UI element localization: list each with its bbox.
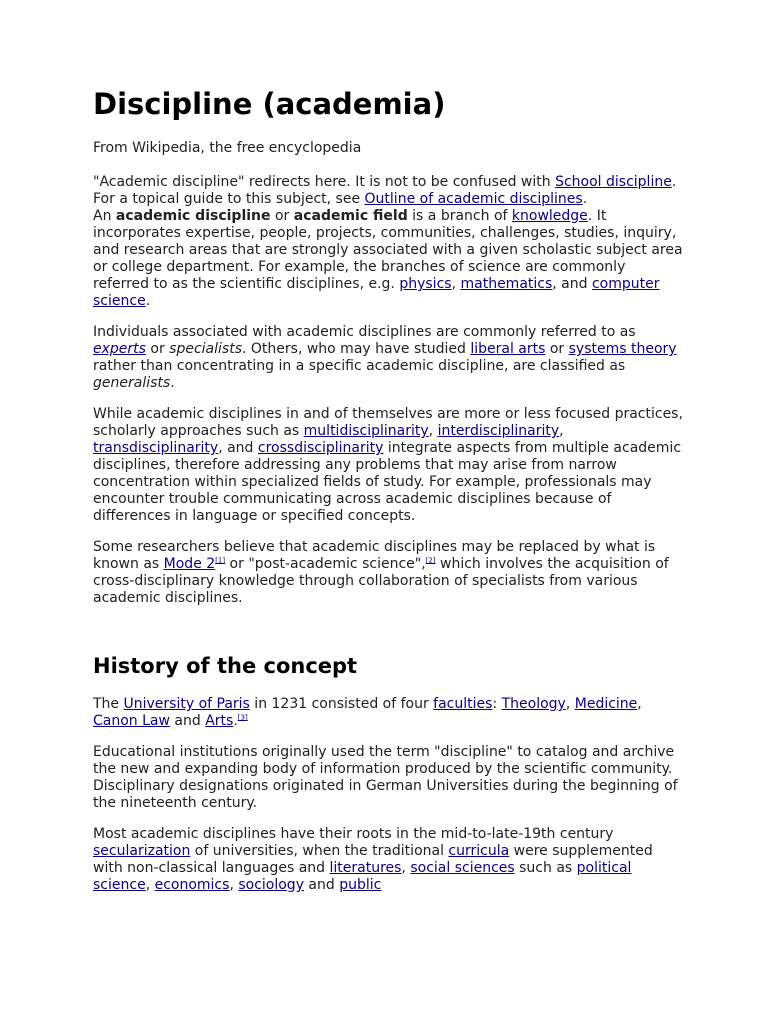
link-arts[interactable]: Arts xyxy=(205,713,234,729)
link-mode-2[interactable]: Mode 2 xyxy=(163,556,216,572)
link-secularization[interactable]: secularization xyxy=(93,843,191,859)
citation-3[interactable]: [3] xyxy=(237,713,248,722)
link-literatures[interactable]: literatures xyxy=(329,860,402,876)
section-heading-history: History of the concept xyxy=(93,654,358,678)
link-knowledge[interactable]: knowledge xyxy=(511,208,588,224)
link-computer-science[interactable]: computer science xyxy=(93,276,660,309)
link-curricula[interactable]: curricula xyxy=(448,843,510,859)
link-political-science[interactable]: political science xyxy=(93,860,632,893)
link-physics[interactable]: physics xyxy=(399,276,452,292)
link-mathematics[interactable]: mathematics xyxy=(460,276,553,292)
link-crossdisciplinarity[interactable]: crossdisciplinarity xyxy=(257,440,384,456)
link-interdisciplinarity[interactable]: interdisciplinarity xyxy=(437,423,560,439)
paragraph-university-of-paris: The University of Paris in 1231 consisted of four faculties: Theology, Medicine, Canon Law and Arts.[3] xyxy=(93,696,642,729)
paragraph-mode-2: Some researchers believe that academic disciplines may be replaced by what is known as Mode 2[1] or "post-academic science",[2] which involves the acquisition of cross-disciplinary knowledge through collaboration of specialists from various academic disciplines. xyxy=(93,539,669,606)
article-content xyxy=(93,84,683,894)
paragraph-experts: Individuals associated with academic disciplines are commonly referred to as experts or specialists. Others, who may have studied liberal arts or systems theory rather than concentrating in a specific academic discipline, are classified as generalists. xyxy=(93,324,677,391)
hatnote-redirect: "Academic discipline" redirects here. It is not to be confused with School discipline. xyxy=(93,174,677,190)
link-university-of-paris[interactable]: University of Paris xyxy=(123,696,250,712)
hatnote-topical-guide: For a topical guide to this subject, see Outline of academic disciplines. xyxy=(93,191,588,207)
link-medicine[interactable]: Medicine xyxy=(574,696,638,712)
link-systems-theory[interactable]: systems theory xyxy=(568,341,677,357)
link-public-administration[interactable]: public xyxy=(339,877,382,893)
paragraph-definition: An academic discipline or academic field is a branch of knowledge. It incorporates expertise, people, projects, communities, challenges, studies, inquiry, and research areas that are strongly associated with a given scholastic subject area or college department. For example, the branches of science are commonly referred to as the scientific disciplines, e.g. physics, mathematics, and computer science. xyxy=(93,208,683,309)
link-sociology[interactable]: sociology xyxy=(238,877,304,893)
paragraph-disciplinarity: While academic disciplines in and of themselves are more or less focused practices, scholarly approaches such as multidisciplinarity, interdisciplinarity, transdisciplinarity, and crossdisciplinarity integrate aspects from multiple academic disciplines, therefore addressing any problems that may arise from narrow concentration within specialized fields of study. For example, professionals may encounter trouble communicating across academic disciplines because of differences in language or specified concepts. xyxy=(93,406,683,524)
citation-1[interactable]: [1] xyxy=(215,556,226,565)
link-social-sciences[interactable]: social sciences xyxy=(410,860,515,876)
paragraph-educational-institutions: Educational institutions originally used the term "discipline" to catalog and archive the new and expanding body of information produced by the scientific community. Disciplinary designations originated in German Universities during the beginning of the nineteenth century. xyxy=(93,744,678,811)
citation-2[interactable]: [2] xyxy=(425,556,436,565)
link-theology[interactable]: Theology xyxy=(501,696,566,712)
site-subtitle: From Wikipedia, the free encyclopedia xyxy=(93,140,362,156)
link-faculties[interactable]: faculties xyxy=(433,696,493,712)
link-experts[interactable]: experts xyxy=(93,341,146,357)
link-school-discipline[interactable]: School discipline xyxy=(555,174,672,190)
link-liberal-arts[interactable]: liberal arts xyxy=(470,341,546,357)
page-title: Discipline (academia) xyxy=(93,87,446,121)
link-economics[interactable]: economics xyxy=(154,877,230,893)
link-transdisciplinarity[interactable]: transdisciplinarity xyxy=(93,440,219,456)
link-multidisciplinarity[interactable]: multidisciplinarity xyxy=(303,423,429,439)
link-outline-academic-disciplines[interactable]: Outline of academic disciplines xyxy=(364,191,583,207)
paragraph-secularization: Most academic disciplines have their roots in the mid-to-late-19th century secularization of universities, when the traditional curricula were supplemented with non-classical languages and literatures, social sciences such as political science, economics, sociology and public xyxy=(93,826,653,893)
link-canon-law[interactable]: Canon Law xyxy=(93,713,170,729)
